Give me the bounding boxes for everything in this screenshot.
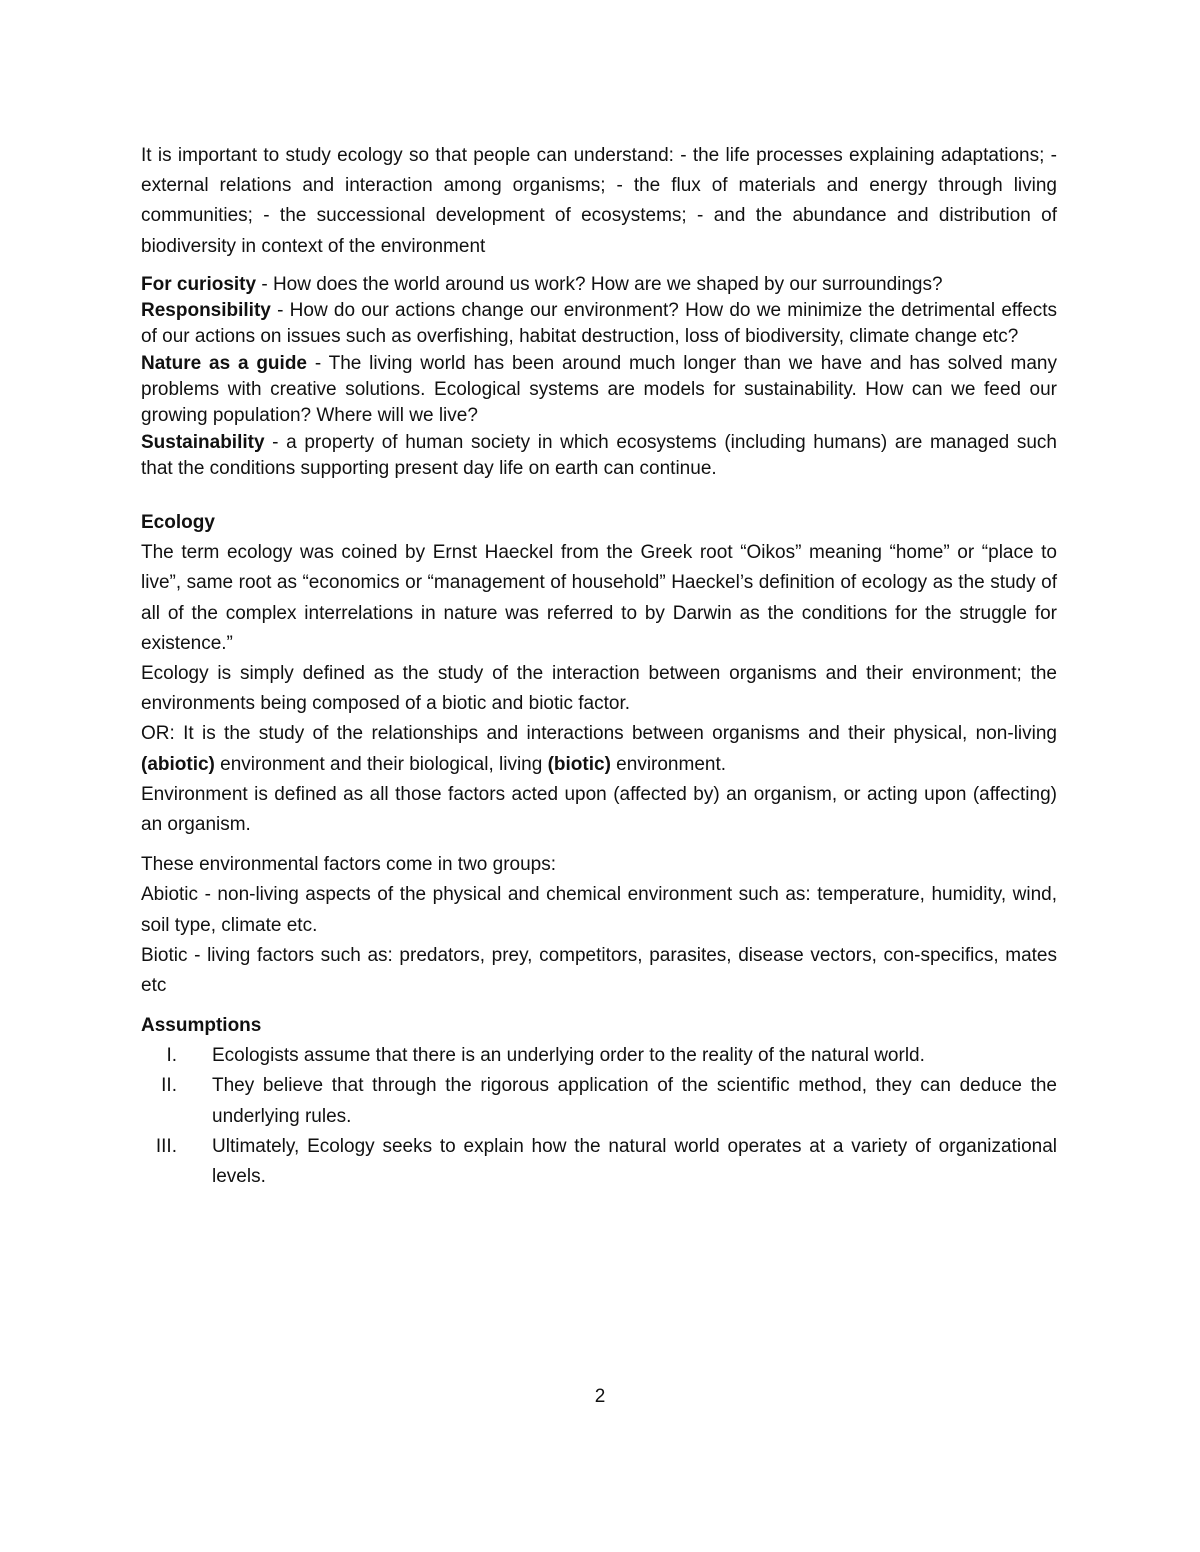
- reason-sustainability-text: - a property of human society in which ecosystems (including humans) are managed such that the conditions supporting present day life on earth can continue.: [141, 431, 1057, 479]
- term-responsibility: Responsibility: [141, 300, 271, 322]
- term-nature-guide: Nature as a guide: [141, 352, 307, 374]
- list-item: [141, 1071, 1057, 1131]
- list-item: [141, 1041, 1057, 1071]
- list-item-text: They believe that through the rigorous application of the scientific method, they can deduce the underlying rules.: [212, 1075, 1057, 1127]
- reason-sustainability: [141, 430, 1057, 483]
- ecology-heading: Ecology: [141, 512, 215, 534]
- spacer: [141, 482, 1057, 508]
- spacer: [141, 1001, 1057, 1011]
- spacer: [141, 840, 1057, 850]
- abiotic-term: (abiotic): [141, 753, 215, 775]
- list-item-text: Ecologists assume that there is an underlying order to the reality of the natural world.: [212, 1045, 925, 1067]
- list-item: [141, 1132, 1057, 1192]
- document-page: [141, 141, 1057, 1192]
- text-span: environment.: [610, 753, 727, 775]
- biotic-term: (biotic): [547, 753, 611, 775]
- reason-curiosity: [141, 272, 1057, 298]
- factors-intro: These environmental factors come in two groups:: [141, 854, 557, 876]
- list-number: I.: [166, 1045, 177, 1067]
- list-item-text: Ultimately, Ecology seeks to explain how the natural world operates at a variety of organizational levels.: [212, 1135, 1057, 1188]
- ecology-definition-alternative: [141, 719, 1057, 779]
- assumptions-heading: Assumptions: [141, 1015, 262, 1037]
- reason-nature-guide: [141, 351, 1057, 430]
- abiotic-factors: Abiotic - non-living aspects of the physical and chemical environment such as: temperature, humidity, wind, soil type, climate etc.: [141, 884, 1057, 936]
- text-span: OR: It is the study of the relationships and interactions between organisms and their physical, non-living: [141, 723, 1057, 745]
- environment-definition: Environment is defined as all those factors acted upon (affected by) an organism, or acting upon (affecting) an organism.: [141, 783, 1057, 836]
- reason-responsibility-text: - How do our actions change our environment? How do we minimize the detrimental effects of our actions on issues such as overfishing, habitat destruction, loss of biodiversity, climate change etc?: [141, 300, 1057, 348]
- spacer: [141, 262, 1057, 272]
- reason-responsibility: [141, 298, 1057, 351]
- list-number: II.: [161, 1075, 177, 1097]
- list-number: III.: [155, 1135, 177, 1157]
- ecology-definition-simple: Ecology is simply defined as the study of the interaction between organisms and their environment; the environments being composed of a biotic and biotic factor.: [141, 663, 1057, 715]
- term-sustainability: Sustainability: [141, 431, 265, 453]
- page-number: 2: [594, 1386, 606, 1407]
- assumptions-list: [141, 1041, 1057, 1192]
- text-span: environment and their biological, living: [214, 753, 548, 775]
- reason-curiosity-text: - How does the world around us work? How are we shaped by our surroundings?: [256, 273, 943, 295]
- ecology-definition-origin: The term ecology was coined by Ernst Haeckel from the Greek root “Oikos” meaning “home” or “place to live”, same root as “economics or “management of household” Haeckel’s definition of ecology as the study of all of the complex interrelations in nature was referred to by Darwin as the conditions for the struggle for existence.”: [141, 542, 1057, 654]
- intro-paragraph: It is important to study ecology so that people can understand: - the life processes explaining adaptations; - external relations and interaction among organisms; - the flux of materials and energy through living communities; - the successional development of ecosystems; - and the abundance and distribution of biodiversity in context of the environment: [141, 145, 1057, 257]
- reason-nature-guide-text: - The living world has been around much longer than we have and has solved many problems with creative solutions. Ecological systems are models for sustainability. How can we feed our growing population? Where will we live?: [141, 352, 1057, 427]
- term-curiosity: For curiosity: [141, 273, 257, 295]
- biotic-factors: Biotic - living factors such as: predators, prey, competitors, parasites, disease vectors, con-specifics, mates etc: [141, 944, 1057, 997]
